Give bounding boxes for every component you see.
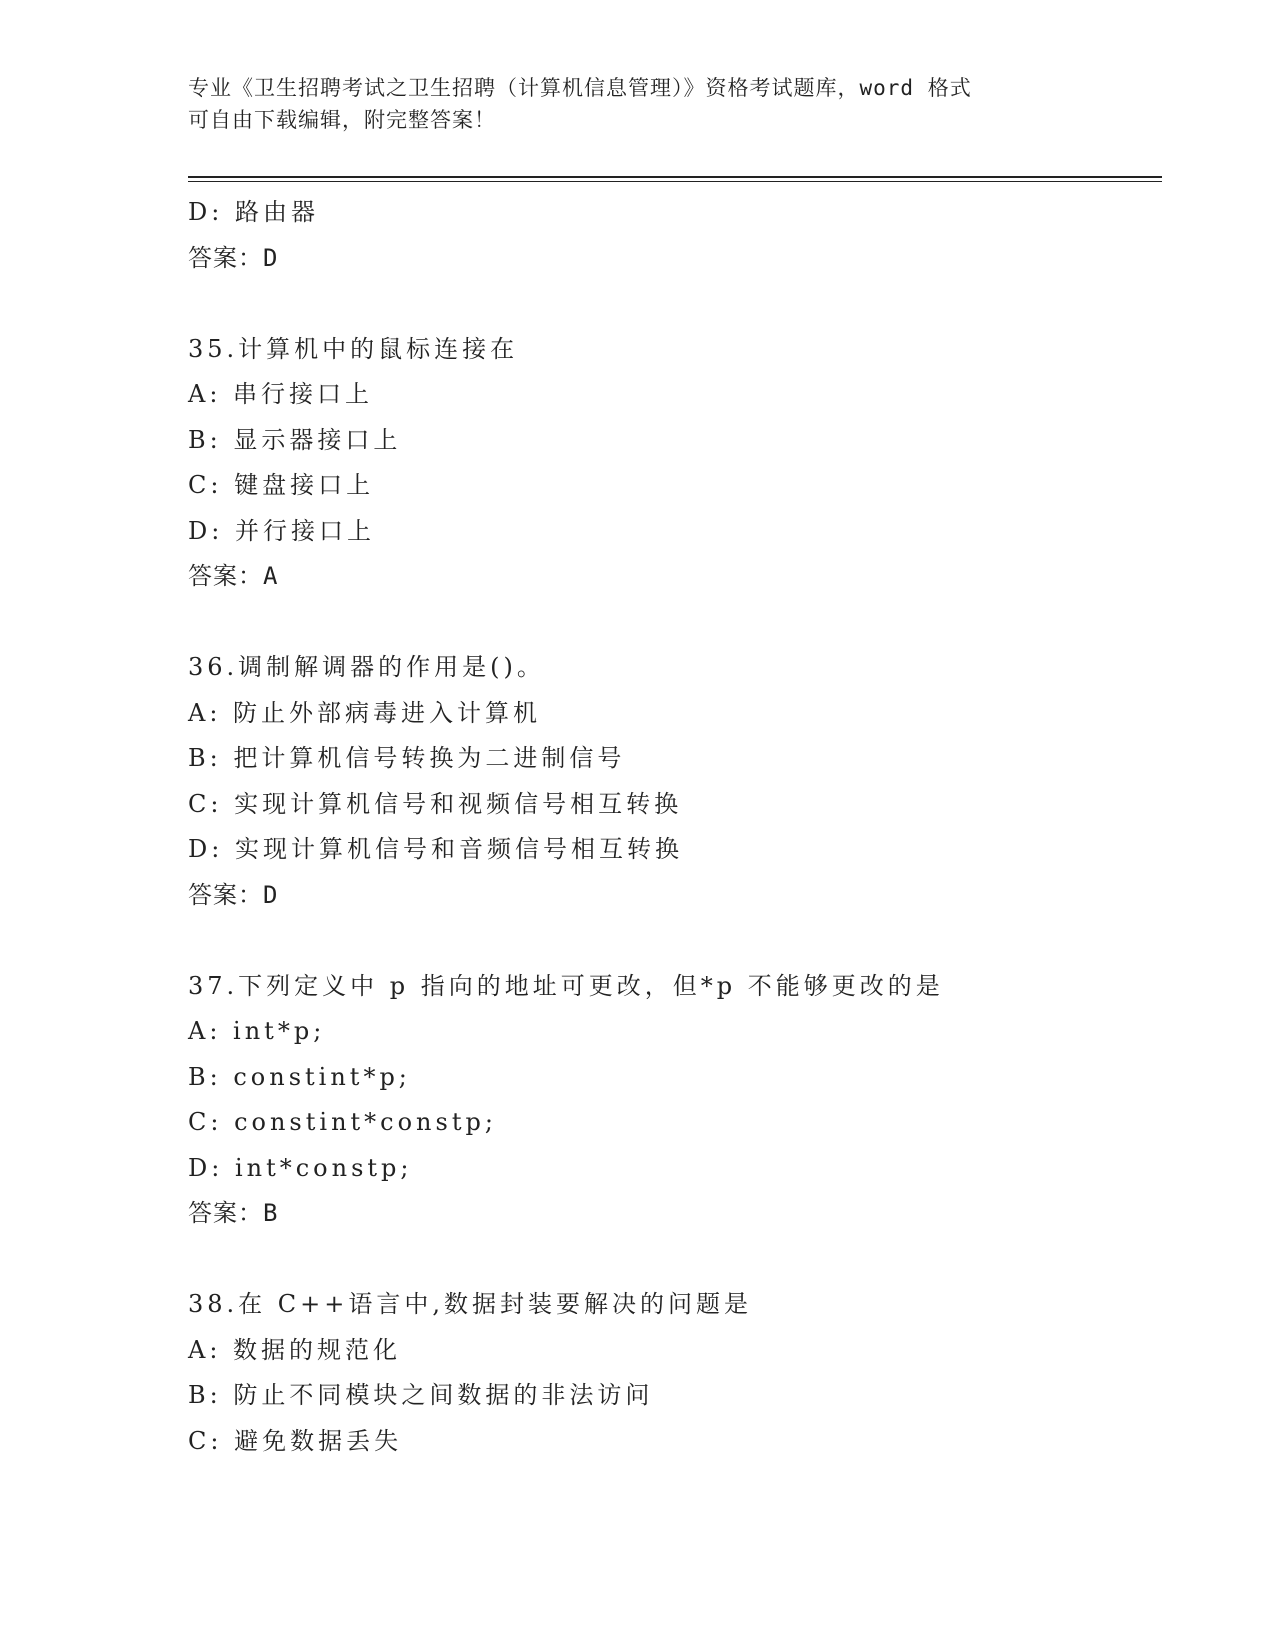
option-b: B: 把计算机信号转换为二进制信号 <box>188 744 626 772</box>
option-b: B: 显示器接口上 <box>188 425 402 454</box>
answer-line: 答案：D <box>188 880 279 909</box>
option-a: A: 防止外部病毒进入计算机 <box>188 698 542 727</box>
question-list <box>188 190 1148 1464</box>
question-stem-37: 37.下列定义中 p 指向的地址可更改，但*p 不能够更改的是 <box>188 971 944 1000</box>
question-stem-38: 38.在 C++语言中,数据封装要解决的问题是 <box>188 1290 753 1318</box>
question-stem-36: 36.调制解调器的作用是()。 <box>188 653 545 681</box>
answer-line: 答案：A <box>188 562 279 590</box>
answer-line: 答案：D <box>188 243 279 272</box>
spacer <box>188 600 1148 646</box>
answer-line: 答案：B <box>188 1199 279 1227</box>
option-a: A: int*p; <box>188 1017 326 1045</box>
option-c: C: 避免数据丢失 <box>188 1426 403 1455</box>
header-divider-thin <box>188 181 1162 182</box>
option-c: C: 实现计算机信号和视频信号相互转换 <box>188 789 683 818</box>
option-a: A: 数据的规范化 <box>188 1335 402 1364</box>
spacer <box>188 918 1148 964</box>
option-b: B: constint*p; <box>188 1062 411 1091</box>
spacer <box>188 1237 1148 1283</box>
option-d: D: 路由器 <box>188 198 319 226</box>
header-divider-thick <box>188 176 1162 178</box>
option-d: D: 实现计算机信号和音频信号相互转换 <box>188 835 683 863</box>
option-c: C: constint*constp; <box>188 1108 497 1136</box>
option-d: D: 并行接口上 <box>188 516 375 545</box>
question-stem-35: 35.计算机中的鼠标连接在 <box>188 334 519 363</box>
option-d: D: int*constp; <box>188 1153 413 1182</box>
option-b: B: 防止不同模块之间数据的非法访问 <box>188 1381 654 1409</box>
header-line-2: 可自由下载编辑，附完整答案！ <box>188 108 496 132</box>
spacer <box>188 281 1148 327</box>
option-c: C: 键盘接口上 <box>188 471 375 499</box>
document-header <box>188 72 1088 136</box>
header-line-1: 专业《卫生招聘考试之卫生招聘（计算机信息管理）》资格考试题库，word 格式 <box>188 76 972 100</box>
option-a: A: 串行接口上 <box>188 380 374 408</box>
